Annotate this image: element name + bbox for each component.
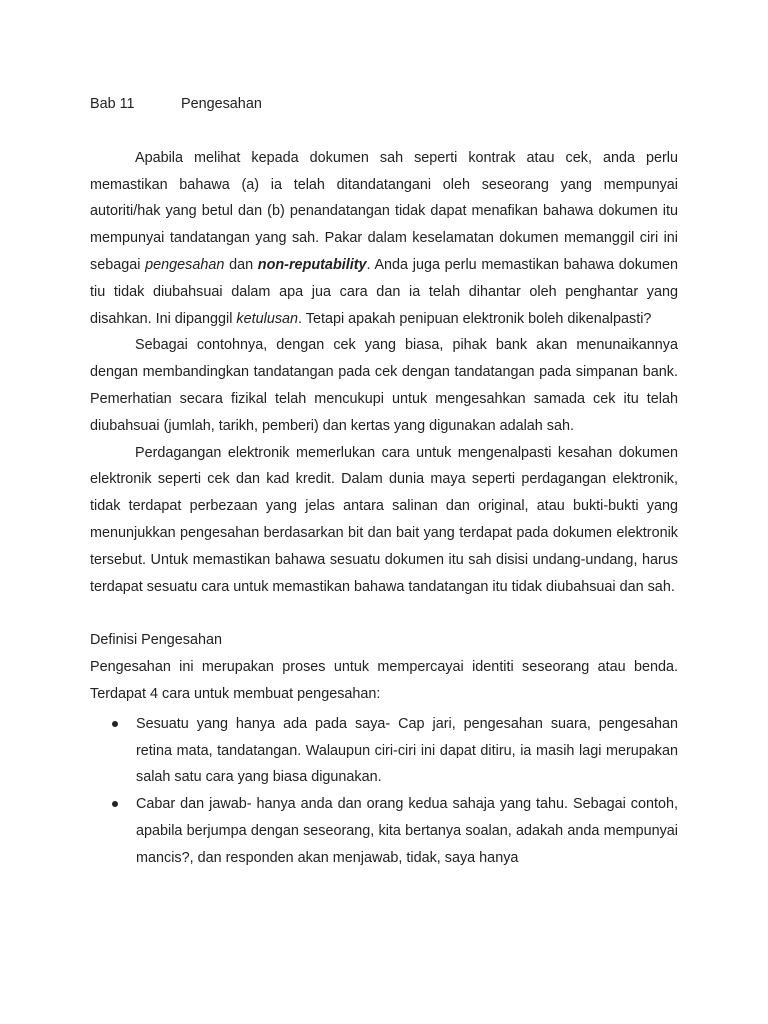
list-item-text: Cabar dan jawab- hanya anda dan orang kedua sahaja yang tahu. Sebagai contoh, apabila berjumpa dengan seseorang, kita bertanya soalan, adakah anda mempunyai mancis?, dan responden akan menjawab, tidak, saya hanya <box>136 796 678 866</box>
method-list <box>90 711 678 872</box>
section-heading: Definisi Pengesahan <box>90 632 223 649</box>
list-item-text: Sesuatu yang hanya ada pada saya- Cap jari, pengesahan suara, pengesahan retina mata, tandatangan. Walaupun ciri-ciri ini dapat ditiru, ia masih lagi merupakan salah satu cara yang biasa digunakan. <box>136 715 678 786</box>
chapter-number: Bab 11 <box>90 96 135 112</box>
paragraph-1-part-3: . Anda juga perlu memastikan bahawa dokumen tiu tidak diubahsuai dalam apa jua cara dan ia telah dihantar oleh penghantar yang disahkan. Ini dipanggil <box>90 256 678 327</box>
spacer <box>90 118 678 145</box>
bullet-icon <box>112 801 118 807</box>
paragraph-1 <box>90 145 678 333</box>
bullet-icon <box>112 721 118 727</box>
list-item <box>90 791 678 871</box>
paragraph-1-part-1: Apabila melihat kepada dokumen sah seperti kontrak atau cek, anda perlu memastikan bahawa (a) ia telah ditandatangani oleh seseorang yang mempunyai autoriti/hak yang betul dan (b) penandatangan tidak dapat menafikan bahawa dokumen itu mempunyai tandatangan yang sah. Pakar dalam keselamatan dokumen memanggil ciri ini sebagai <box>90 149 678 273</box>
chapter-heading <box>90 91 678 118</box>
paragraph-3: Perdagangan elektronik memerlukan cara untuk mengenalpasti kesahan dokumen elektronik seperti cek dan kad kredit. Dalam dunia maya seperti perdagangan elektronik, tidak terdapat perbezaan yang jelas antara salinan dan original, atau bukti-bukti yang menunjukkan pengesahan berdasarkan bit dan bait yang terdapat pada dokumen elektronik tersebut. Untuk memastikan bahawa sesuatu dokumen itu sah disisi undang-undang, harus terdapat sesuatu cara untuk memastikan bahawa tandatangan itu tidak diubahsuai dan sah. <box>90 444 678 595</box>
definition-intro: Pengesahan ini merupakan proses untuk mempercayai identiti seseorang atau benda. Terdapat 4 cara untuk membuat pengesahan: <box>90 659 678 702</box>
paragraph-1-part-2: dan <box>224 256 258 273</box>
list-item <box>90 711 678 791</box>
paragraph-2: Sebagai contohnya, dengan cek yang biasa, pihak bank akan menunaikannya dengan membandingkan tandatangan pada cek dengan tandatangan pada simpanan bank. Pemerhatian secara fizikal telah mencukupi untuk mengesahkan samada cek itu telah diubahsuai (jumlah, tarikh, pemberi) dan kertas yang digunakan adalah sah. <box>90 337 678 434</box>
chapter-title: Pengesahan <box>181 96 262 112</box>
term-non-reputability: non-reputability <box>257 256 367 273</box>
term-pengesahan: pengesahan <box>145 256 225 273</box>
paragraph-1-part-4: . Tetapi apakah penipuan elektronik boleh dikenalpasti? <box>298 310 652 327</box>
term-ketulusan: ketulusan <box>236 310 299 327</box>
